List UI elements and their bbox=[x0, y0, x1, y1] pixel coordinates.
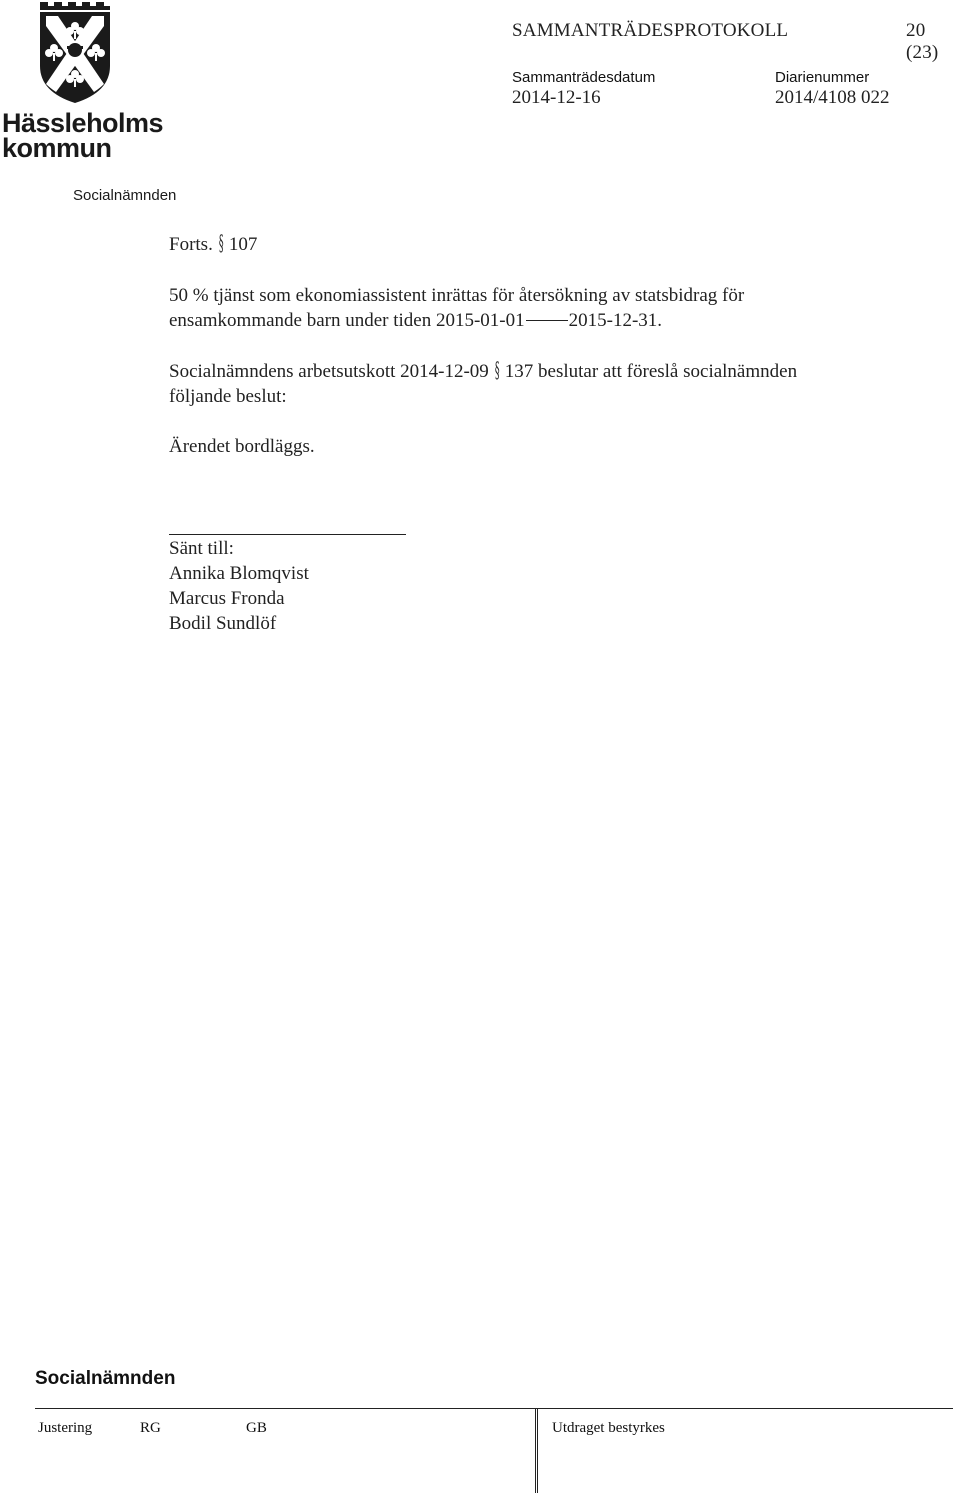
continuation-line bbox=[169, 231, 909, 257]
proposal-text-a: Socialnämndens arbetsutskott 2014-12-09 bbox=[169, 361, 489, 382]
period-start: ensamkommande barn under tiden 2015-01-01 bbox=[169, 310, 525, 331]
logo-text-line2: kommun bbox=[2, 133, 112, 163]
logo-text-line1: Hässleholms bbox=[2, 108, 164, 138]
paragraph-decision-text bbox=[169, 283, 909, 333]
distribution-rule bbox=[169, 534, 406, 535]
footer-rule-right bbox=[537, 1408, 953, 1409]
decision-text: Ärendet bordläggs. bbox=[169, 436, 315, 457]
page-number: 20 (23) bbox=[906, 20, 939, 63]
footer-divider bbox=[537, 1408, 538, 1493]
paragraph-line bbox=[169, 358, 909, 384]
document-title: SAMMANTRÄDESPROTOKOLL bbox=[512, 20, 789, 41]
justering-label: Justering bbox=[38, 1420, 93, 1436]
footer-committee-name: Socialnämnden bbox=[35, 1368, 176, 1389]
date-range-dash bbox=[526, 320, 568, 321]
recipient: Annika Blomqvist bbox=[169, 563, 309, 584]
section-symbol: § bbox=[494, 358, 500, 382]
period-end: 2015-12-31. bbox=[568, 310, 663, 331]
recipient: Bodil Sundlöf bbox=[169, 613, 277, 634]
municipality-logo bbox=[0, 0, 164, 163]
footer-divider bbox=[535, 1408, 536, 1493]
initials: RG bbox=[140, 1420, 161, 1436]
committee-name: Socialnämnden bbox=[73, 187, 177, 204]
paragraph-line bbox=[169, 308, 909, 333]
forts-section-number: 107 bbox=[228, 234, 258, 255]
proposal-text-b: 137 beslutar att föreslå socialnämnden bbox=[504, 361, 798, 382]
coat-of-arms-icon bbox=[38, 0, 112, 104]
paragraph-committee-proposal bbox=[169, 358, 909, 409]
certified-label: Utdraget bestyrkes bbox=[552, 1420, 665, 1436]
recipient: Marcus Fronda bbox=[169, 588, 285, 609]
footer-rule-left bbox=[35, 1408, 537, 1409]
paragraph-line: följande beslut: bbox=[169, 386, 287, 407]
diary-number-value: 2014/4108 022 bbox=[775, 87, 890, 108]
initials: GB bbox=[246, 1420, 267, 1436]
section-symbol: § bbox=[218, 231, 224, 255]
sent-to-label: Sänt till: bbox=[169, 538, 234, 559]
paragraph-line: 50 % tjänst som ekonomiassistent inrättas för återsökning av statsbidrag för bbox=[169, 285, 745, 306]
meeting-date-label: Sammanträdesdatum bbox=[512, 69, 656, 86]
meeting-date-value: 2014-12-16 bbox=[512, 87, 601, 108]
diary-number-label: Diarienummer bbox=[775, 69, 870, 86]
distribution-list bbox=[169, 536, 909, 636]
forts-label: Forts. bbox=[169, 234, 213, 255]
